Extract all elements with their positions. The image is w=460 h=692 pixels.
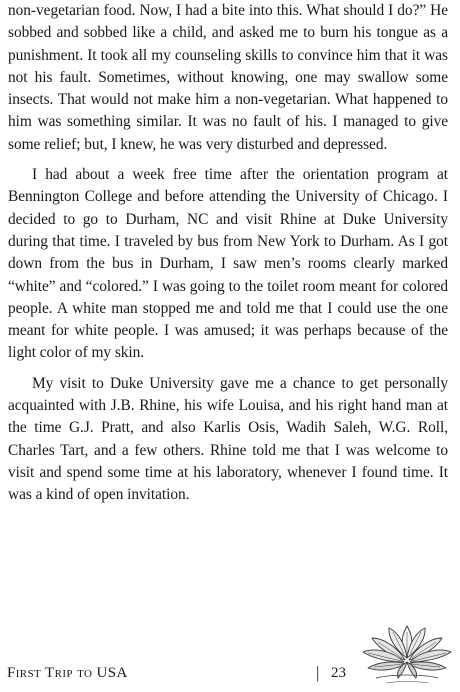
page-number: 23 [331, 665, 346, 681]
running-title: First Trip to USA [7, 665, 128, 681]
paragraph-duke-visit: My visit to Duke University gave me a chance to get personally acquainted with J.B. Rhine, his wife Louisa, and his right hand man at the time G.J. Pratt, and also Karlis Osis, Wadih Saleh, W.G. Roll, Charles Tart, and a few others. Rhine told me that I was welcome to visit and spend some time at his laboratory, whenever I found time. It was a kind of open invitation. [8, 374, 448, 504]
paragraph-continued: non-vegetarian food. Now, I had a bite into this. What should I do?” He sobbed and sobbed like a child, and asked me to burn his tongue as a punishment. It took all my counseling skills to convince him that it was not his fault. Sometimes, without knowing, one may swallow some insects. That would not make him a non-vegetarian. What happened to him was something similar. It was no fault of his. I managed to give some relief; but, I knew, he was very disturbed and depressed. [8, 2, 448, 153]
lotus-flower-icon [358, 612, 456, 688]
body-text [8, 0, 448, 515]
paragraph-durham-trip: I had about a week free time after the orientation program at Bennington College and before attending the University of Chicago. I decided to go to Durham, NC and visit Rhine at Duke University during that time. I traveled by bus from New York to Durham. As I got down from the bus in Durham, I saw men’s rooms clearly marked “white” and “colored.” I was going to the toilet room meant for colored people. A white man stopped me and told me that I could use the one meant for white people. I was amused; it was perhaps because of the light color of my skin. [8, 166, 448, 362]
footer-separator: | [316, 663, 320, 682]
